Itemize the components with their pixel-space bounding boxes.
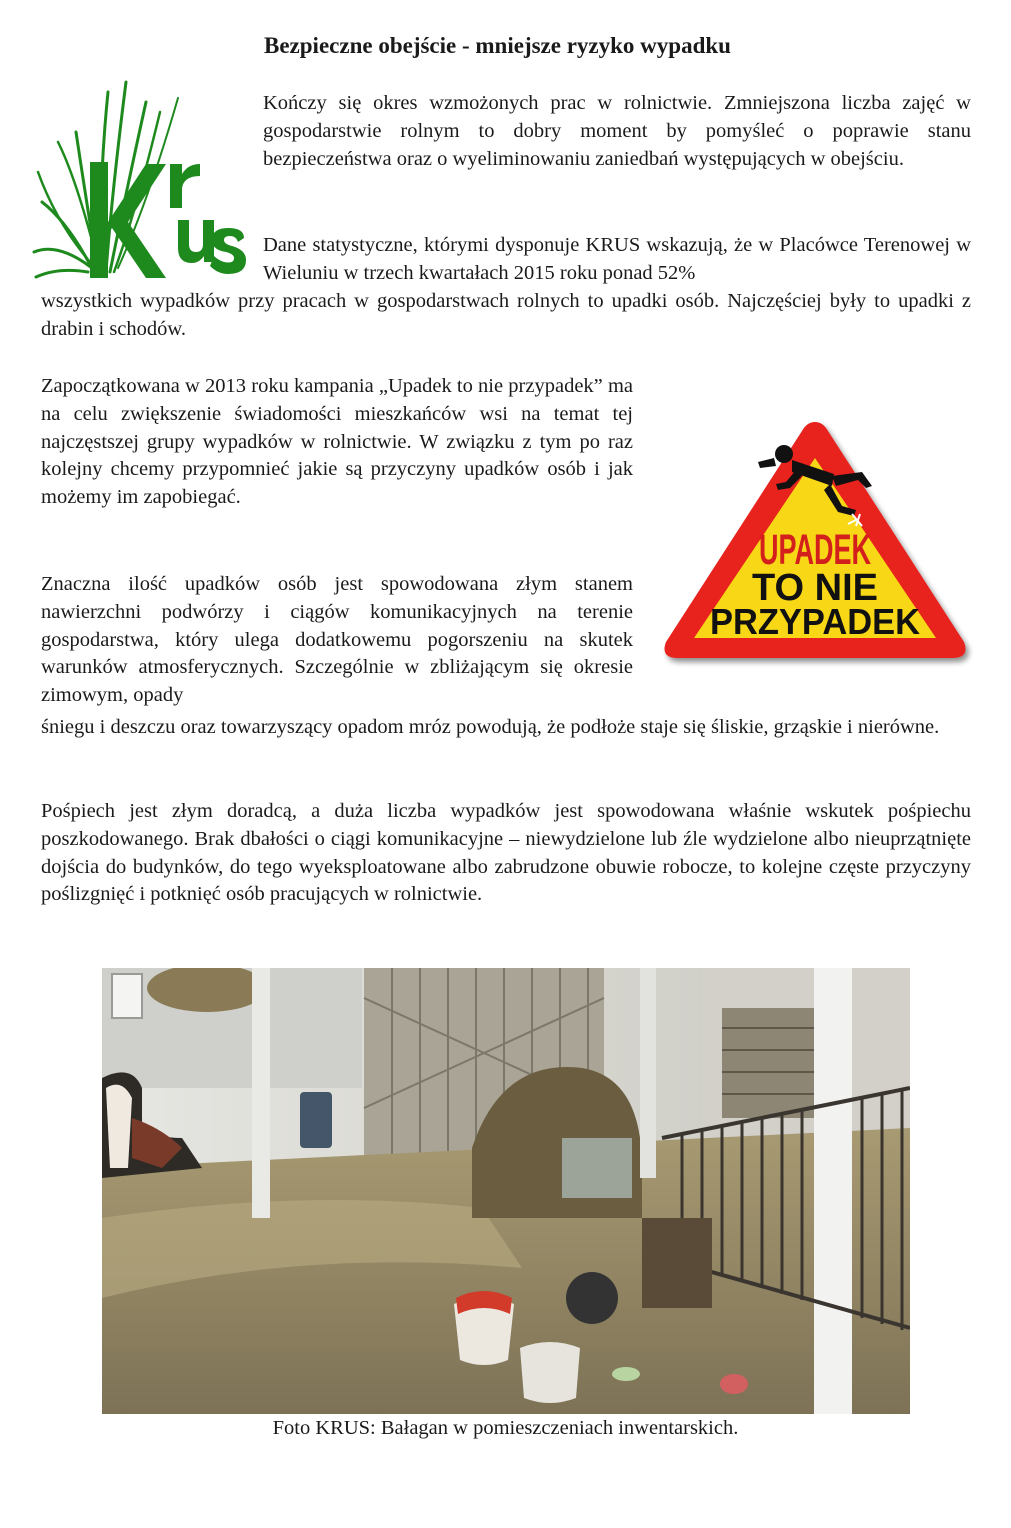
photo-caption: Foto KRUS: Bałagan w pomieszczeniach inwentarskich.	[272, 1417, 739, 1439]
sign-text-to-nie: TO NIE	[752, 567, 878, 609]
paragraph-surfaces-part2: śniegu i deszczu oraz towarzyszący opadom mróz powodują, że podłoże staje się śliskie, grząskie i nierówne.	[41, 716, 940, 738]
page-title: Bezpieczne obejście - mniejsze ryzyko wypadku	[264, 33, 731, 58]
sign-text-upadek: UPADEK	[758, 526, 872, 574]
paragraph-campaign: Zapoczątkowana w 2013 roku kampania „Upadek to nie przypadek” ma na celu zwiększenie świadomości mieszkańców wsi na temat tej najczęstszej grupy wypadków w rolnictwie. W związku z tym po raz kolejny chcemy przypomnieć jakie są przyczyny upadków osób i jak możemy im zapobiegać.	[41, 375, 633, 509]
paragraph-haste: Pośpiech jest złym doradcą, a duża liczba wypadków jest spowodowana właśnie wskutek pośpiechu poszkodowanego. Brak dbałości o ciągi komunikacyjne – niewydzielone lub źle wydzielone albo nieuprzątnięte dojścia do budynków, do tego wyeksploatowane albo zabrudzone obuwie robocze, to kolejne częste przyczyny poślizgnięć i potknięć osób pracujących w rolnictwie.	[41, 800, 971, 906]
paragraph-statistics-part2: wszystkich wypadków przy pracach w gospodarstwach rolnych to upadki osób. Najczęściej były to upadki z drabin i schodów.	[41, 290, 971, 340]
sign-text-przypadek: PRZYPADEK	[710, 601, 920, 642]
barn-photo	[102, 968, 910, 1414]
paragraph-surfaces-part1: Znaczna ilość upadków osób jest spowodowana złym stanem nawierzchni podwórzy i ciągów komunikacyjnych na terenie gospodarstwa, który ulega dodatkowemu pogorszeniu na skutek warunków atmosferycznych. Szczególnie w zbliżającym się okresie zimowym, opady	[41, 573, 633, 707]
paragraph-intro: Kończy się okres wzmożonych prac w rolnictwie. Zmniejszona liczba zajęć w gospodarstwie rolnym to dobry moment by pomyśleć o poprawie stanu bezpieczeństwa oraz o wyeliminowaniu zaniedbań występujących w obejściu.	[263, 92, 971, 170]
paragraph-statistics-part1: Dane statystyczne, którymi dysponuje KRUS wskazują, że w Placówce Terenowej w Wieluniu w trzech kwartałach 2015 roku ponad 52%	[263, 234, 971, 284]
warning-sign	[656, 414, 974, 668]
krus-logo	[28, 72, 248, 282]
